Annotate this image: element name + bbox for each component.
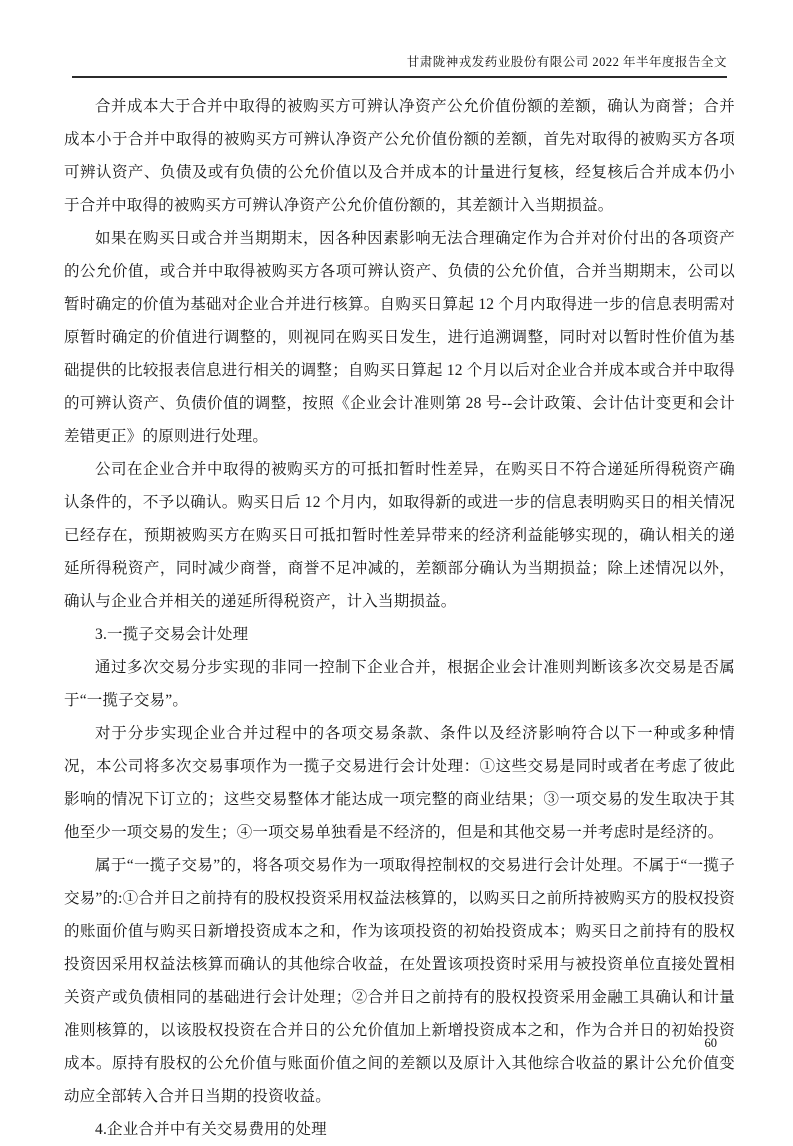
- paragraph: 对于分步实现企业合并过程中的各项交易条款、条件以及经济影响符合以下一种或多种情况，本公司将多次交易事项作为一揽子交易进行会计处理：①这些交易是同时或者在考虑了彼此影响的情况下订立的；这些交易整体才能达成一项完整的商业结果；③一项交易的发生取决于其他至少一项交易的发生；④一项交易单独看是不经济的，但是和其他交易一并考虑时是经济的。: [64, 725, 735, 841]
- paragraph: 3.一揽子交易会计处理: [95, 626, 249, 643]
- paragraph: 合并成本大于合并中取得的被购买方可辨认净资产公允价值份额的差额，确认为商誉；合并成本小于合并中取得的被购买方可辨认净资产公允价值份额的差额，首先对取得的被购买方各项可辨认资产、负债及或有负债的公允价值以及合并成本的计量进行复核，经复核后合并成本仍小于合并中取得的被购买方可辨认净资产公允价值份额的，其差额计入当期损益。: [64, 98, 735, 214]
- paragraph: 属于“一揽子交易”的，将各项交易作为一项取得控制权的交易进行会计处理。不属于“一揽子交易”的:①合并日之前持有的股权投资采用权益法核算的，以购买日之前所持被购买方的股权投资的账面价值与购买日新增投资成本之和，作为该项投资的初始投资成本；购买日之前持有的股权投资因采用权益法核算而确认的其他综合收益，在处置该项投资时采用与被投资单位直接处置相关资产或负债相同的基础进行会计处理；②合并日之前持有的股权投资采用金融工具确认和计量准则核算的，以该股权投资在合并日的公允价值加上新增投资成本之和，作为合并日的初始投资成本。原持有股权的公允价值与账面价值之间的差额以及原计入其他综合收益的累计公允价值变动应全部转入合并日当期的投资收益。: [64, 857, 735, 1105]
- body-text: [64, 90, 735, 1146]
- paragraph: 4.企业合并中有关交易费用的处理: [95, 1121, 327, 1138]
- header-divider: [72, 76, 727, 78]
- paragraph: 通过多次交易分步实现的非同一控制下企业合并，根据企业会计准则判断该多次交易是否属于“一揽子交易”。: [64, 659, 735, 709]
- paragraph: 如果在购买日或合并当期期末，因各种因素影响无法合理确定作为合并对价付出的各项资产的公允价值，或合并中取得被购买方各项可辨认资产、负债的公允价值，合并当期期末，公司以暂时确定的价值为基础对企业合并进行核算。自购买日算起 12 个月内取得进一步的信息表明需对原暂时确定的价值进行调整的，则视同在购买日发生，进行追溯调整，同时对以暂时性价值为基础提供的比较报表信息进行相关的调整；自购买日算起 12 个月以后对企业合并成本或合并中取得的可辨认资产、负债价值的调整，按照《企业会计准则第 28 号--会计政策、会计估计变更和会计差错更正》的原则进行处理。: [64, 230, 735, 445]
- page-header-title: 甘肃陇神戎发药业股份有限公司 2022 年半年度报告全文: [406, 55, 727, 69]
- page-number: 60: [704, 1036, 717, 1050]
- paragraph: 公司在企业合并中取得的被购买方的可抵扣暂时性差异，在购买日不符合递延所得税资产确认条件的，不予以确认。购买日后 12 个月内，如取得新的或进一步的信息表明购买日的相关情况已经存在，预期被购买方在购买日可抵扣暂时性差异带来的经济利益能够实现的，确认相关的递延所得税资产，同时减少商誉，商誉不足冲减的，差额部分确认为当期损益；除上述情况以外，确认与企业合并相关的递延所得税资产，计入当期损益。: [64, 461, 735, 610]
